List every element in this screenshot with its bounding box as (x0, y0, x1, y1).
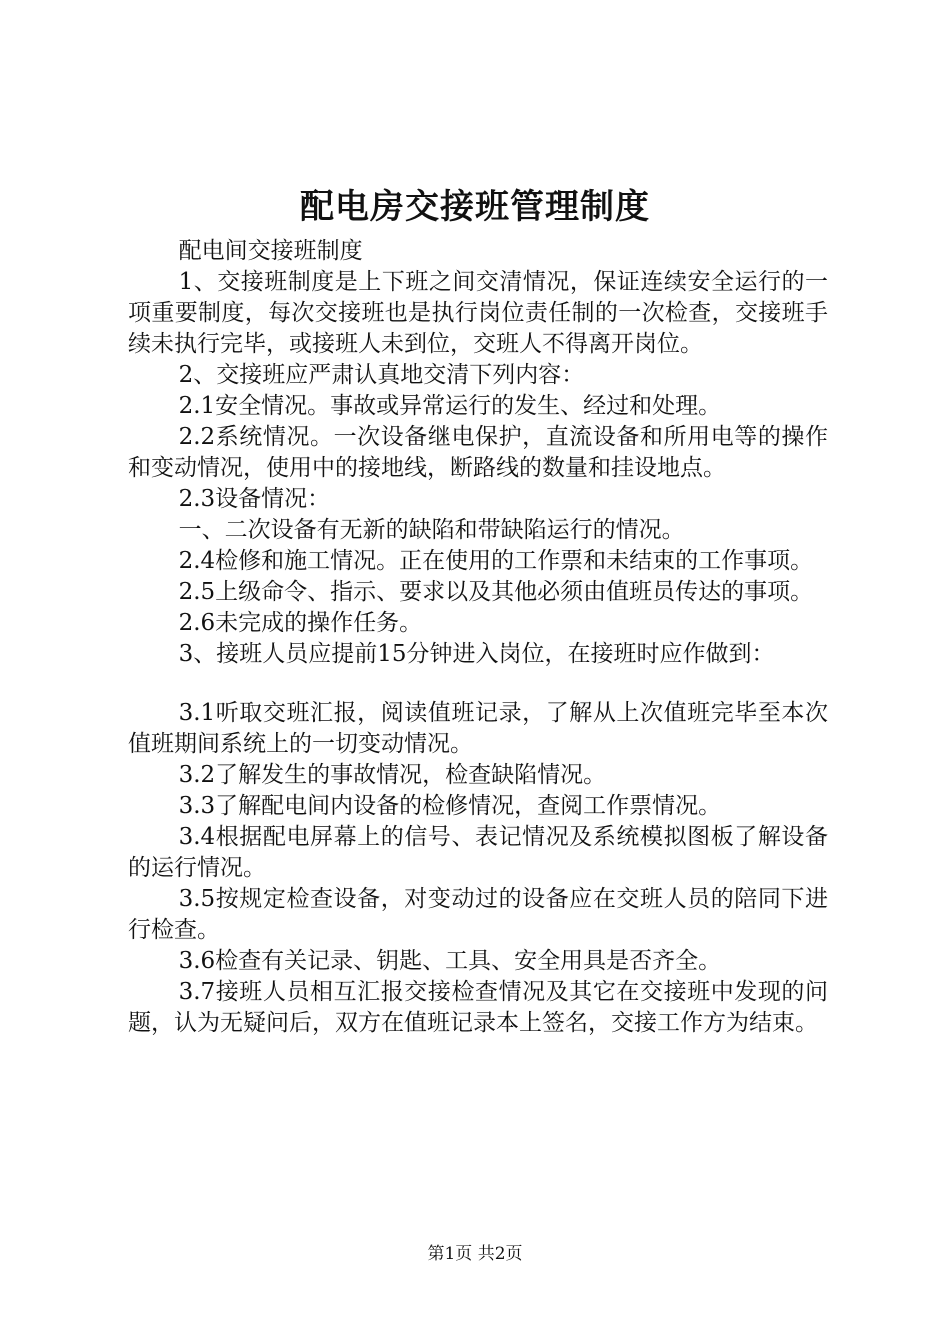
paragraph-2-1: 2.1安全情况。事故或异常运行的发生、经过和处理。 (178, 393, 722, 419)
paragraph-2-3: 2.3设备情况： (178, 486, 331, 512)
paragraph-3-5: 3.5按规定检查设备，对变动过的设备应在交班人员的陪同下进行检查。 (128, 886, 828, 943)
paragraph-2-6: 2.6未完成的操作任务。 (178, 610, 423, 636)
paragraph-2-4: 2.4检修和施工情况。正在使用的工作票和未结束的工作事项。 (178, 548, 814, 574)
paragraph-3-7: 3.7接班人员相互汇报交接检查情况及其它在交接班中发现的问题，认为无疑问后，双方在值班记录本上签名，交接工作方为结束。 (128, 979, 828, 1036)
document-body (128, 236, 828, 1039)
paragraph-2-2: 2.2系统情况。一次设备继电保护，直流设备和所用电等的操作和变动情况，使用中的接地线，断路线的数量和挂设地点。 (128, 424, 828, 481)
paragraph-3-1: 3.1听取交班汇报，阅读值班记录，了解从上次值班完毕至本次值班期间系统上的一切变动情况。 (128, 700, 828, 757)
paragraph-subtitle: 配电间交接班制度 (178, 238, 363, 264)
paragraph-3-6: 3.6检查有关记录、钥匙、工具、安全用具是否齐全。 (178, 948, 722, 974)
paragraph-3-4: 3.4根据配电屏幕上的信号、表记情况及系统模拟图板了解设备的运行情况。 (128, 824, 828, 881)
paragraph-1: 1、交接班制度是上下班之间交清情况，保证连续安全运行的一项重要制度，每次交接班也是执行岗位责任制的一次检查，交接班手续未执行完毕，或接班人未到位，交班人不得离开岗位。 (128, 269, 828, 357)
paragraph-3-2: 3.2了解发生的事故情况，检查缺陷情况。 (178, 762, 607, 788)
paragraph-3: 3、接班人员应提前15分钟进入岗位，在接班时应作做到： (178, 641, 775, 667)
document-title: 配电房交接班管理制度 (300, 187, 650, 227)
paragraph-2-5: 2.5上级命令、指示、要求以及其他必须由值班员传达的事项。 (178, 579, 814, 605)
paragraph-2-3-detail: 一、二次设备有无新的缺陷和带缺陷运行的情况。 (178, 517, 685, 543)
paragraph-2: 2、交接班应严肃认真地交清下列内容： (178, 362, 585, 388)
page-number-footer: 第1页 共2页 (427, 1244, 523, 1264)
paragraph-3-3: 3.3了解配电间内设备的检修情况，查阅工作票情况。 (178, 793, 722, 819)
